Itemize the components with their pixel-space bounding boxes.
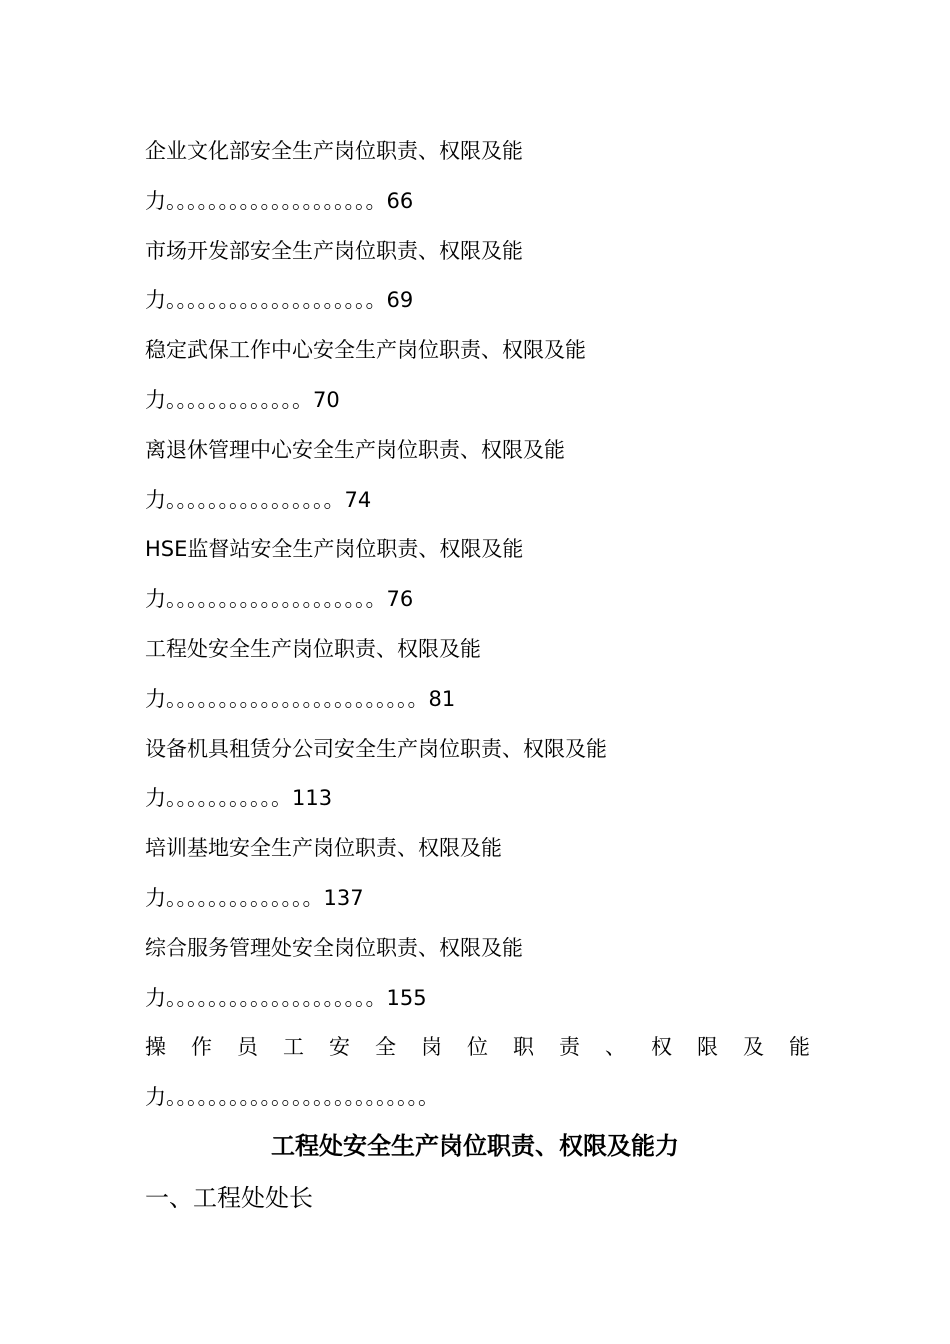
toc-entry-title: HSE监督站安全生产岗位职责、权限及能 [145, 537, 524, 562]
toc-entry-title: 培训基地安全生产岗位职责、权限及能 [145, 836, 502, 861]
toc-entry-title: 离退休管理中心安全生产岗位职责、权限及能 [145, 437, 565, 462]
toc-char: 权 [651, 1035, 672, 1060]
toc-char: 作 [191, 1035, 212, 1060]
toc-char: 员 [237, 1035, 258, 1060]
section-heading: 工程处安全生产岗位职责、权限及能力 [271, 1132, 679, 1160]
toc-entry-page: 力。。。。。。。。。。。。。。137 [145, 885, 364, 910]
subsection-title: 一、工程处处长 [145, 1184, 313, 1212]
toc-char: 操 [145, 1035, 166, 1060]
toc-entry-title-justified [145, 1031, 810, 1081]
toc-char: 职 [513, 1035, 534, 1060]
toc-char: 责 [559, 1035, 580, 1060]
toc-entry-page: 力。。。。。。。。。。。。。。。。。。。。。。。。81 [145, 686, 456, 711]
toc-entry-title: 市场开发部安全生产岗位职责、权限及能 [145, 238, 523, 263]
toc-entry-page: 力。。。。。。。。。。。。。70 [145, 387, 340, 412]
toc-entry-title: 企业文化部安全生产岗位职责、权限及能 [145, 139, 523, 163]
toc-char: 安 [329, 1035, 350, 1060]
toc-char: 限 [697, 1035, 718, 1060]
toc-entry-title: 设备机具租赁分公司安全生产岗位职责、权限及能 [145, 736, 607, 761]
toc-entry-title: 工程处安全生产岗位职责、权限及能 [145, 636, 481, 661]
toc-char: 及 [743, 1035, 764, 1060]
toc-char: 全 [375, 1035, 396, 1060]
toc-entry-title: 稳定武保工作中心安全生产岗位职责、权限及能 [145, 338, 586, 363]
toc-entry-page: 力。。。。。。。。。。。。。。。。74 [145, 487, 372, 512]
toc-entry-page: 力。。。。。。。。。。。。。。。。。。。。。。。。。 [145, 1085, 439, 1110]
toc-char: 能 [789, 1035, 810, 1060]
toc-entry-page: 力。。。。。。。。。。。。。。。。。。。。66 [145, 188, 414, 213]
toc-entry-title: 综合服务管理处安全岗位职责、权限及能 [145, 935, 523, 960]
toc-char: 工 [283, 1035, 304, 1060]
toc-entry-page: 力。。。。。。。。。。。。。。。。。。。。76 [145, 587, 414, 612]
table-of-contents [145, 135, 810, 1131]
toc-entry-page: 力。。。。。。。。。。。。。。。。。。。。155 [145, 985, 427, 1010]
toc-char: 岗 [421, 1035, 442, 1060]
toc-entry-page: 力。。。。。。。。。。。。。。。。。。。。69 [145, 288, 414, 313]
toc-char: 位 [467, 1035, 488, 1060]
toc-entry-page: 力。。。。。。。。。。。113 [145, 786, 333, 811]
toc-char: 、 [605, 1035, 626, 1060]
